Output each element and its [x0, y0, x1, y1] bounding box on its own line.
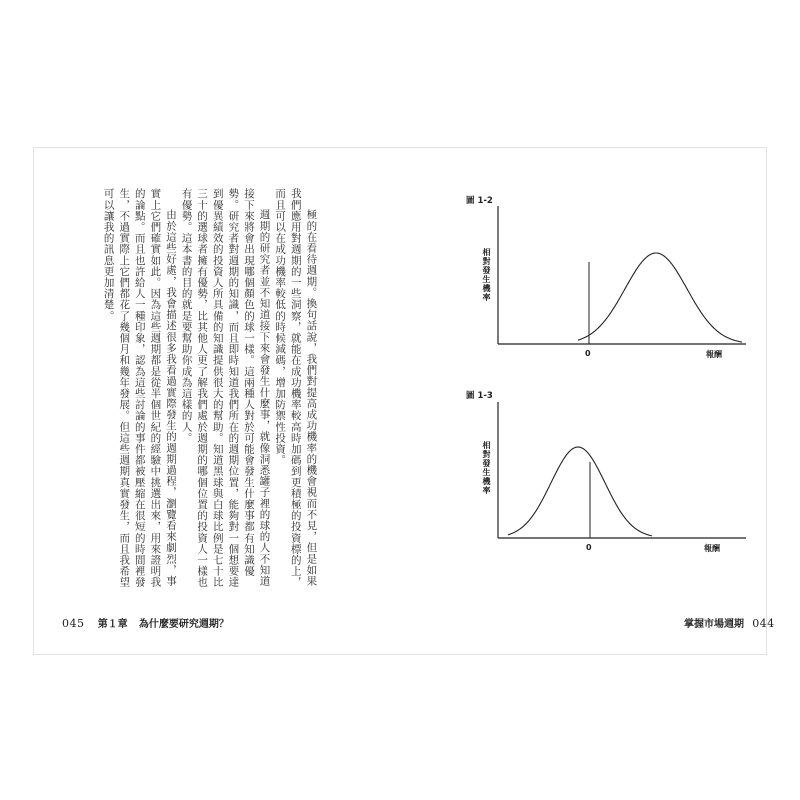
right-page-number: 044	[752, 617, 775, 630]
chapter-label: 第１章	[97, 619, 128, 630]
figure-1-2-curve	[578, 253, 742, 342]
figure-1-2-label: 圖 1-2	[466, 196, 493, 206]
paragraph: 極的在看待週期。換句話說，我們對提高成功機率的機會視而不見，但是如果我們應用對週期的一些洞察，就能在成功機率較高時加碼到更積極的投資標的上，而且可以在成功機率較低的時候減碼，增加防禦性投資。	[274, 188, 318, 588]
figure-1-2-y-axis-label: 相對發生機率	[482, 248, 491, 302]
chapter-title: 為什麼要研究週期？	[138, 619, 229, 630]
figure-1-3-y-axis-label: 相對發生機率	[482, 441, 491, 495]
book-title: 掌握市場週期	[684, 619, 744, 630]
figure-1-2-x-axis-label: 報酬	[706, 350, 722, 359]
figure-1-3-label: 圖 1-3	[466, 391, 493, 401]
figure-1-3-x-axis-label: 報酬	[704, 544, 720, 553]
figure-1-2-zero-tick: 0	[585, 349, 591, 358]
paragraph: 由於這些好處，我會描述很多我看過實際發生的週期過程，瀏覽看來劇烈，事實上它們確實如此。因為這些週期都是從半個世紀的經驗中挑選出來，用來證明我的論點。而且也許給人一種印象，認為這些討論的事件都被壓縮在很短的時間裡發生，不過實際上它們都花了幾個月和幾年發展。但這些週期真實發生，而且我希望可以讓我的訊息更加清楚。	[102, 188, 177, 588]
figure-1-3-curve	[508, 447, 652, 536]
figure-1-3-zero-tick: 0	[586, 543, 592, 552]
left-page-number: 045	[62, 617, 85, 630]
paragraph: 週期的研究者並不知道接下來會發生什麼事，就像洞悉罐子裡的球的人不知道接下來將會出現哪個顏色的球一樣。這兩種人對於可能會發生什麼事都有知識優勢。研究者對週期的知識，而且即時知道我們所在的週期位置，能夠對一個想要達到優異績效的投資人所具備的知識提供很大的幫助。知道黑球與白球比例是七十比三十的選球者擁有優勢，比其他人更了解我們處於週期的哪個位置的投資人一樣也有優勢。這本書的目的就是要幫助你成為這樣的人。	[180, 188, 271, 588]
